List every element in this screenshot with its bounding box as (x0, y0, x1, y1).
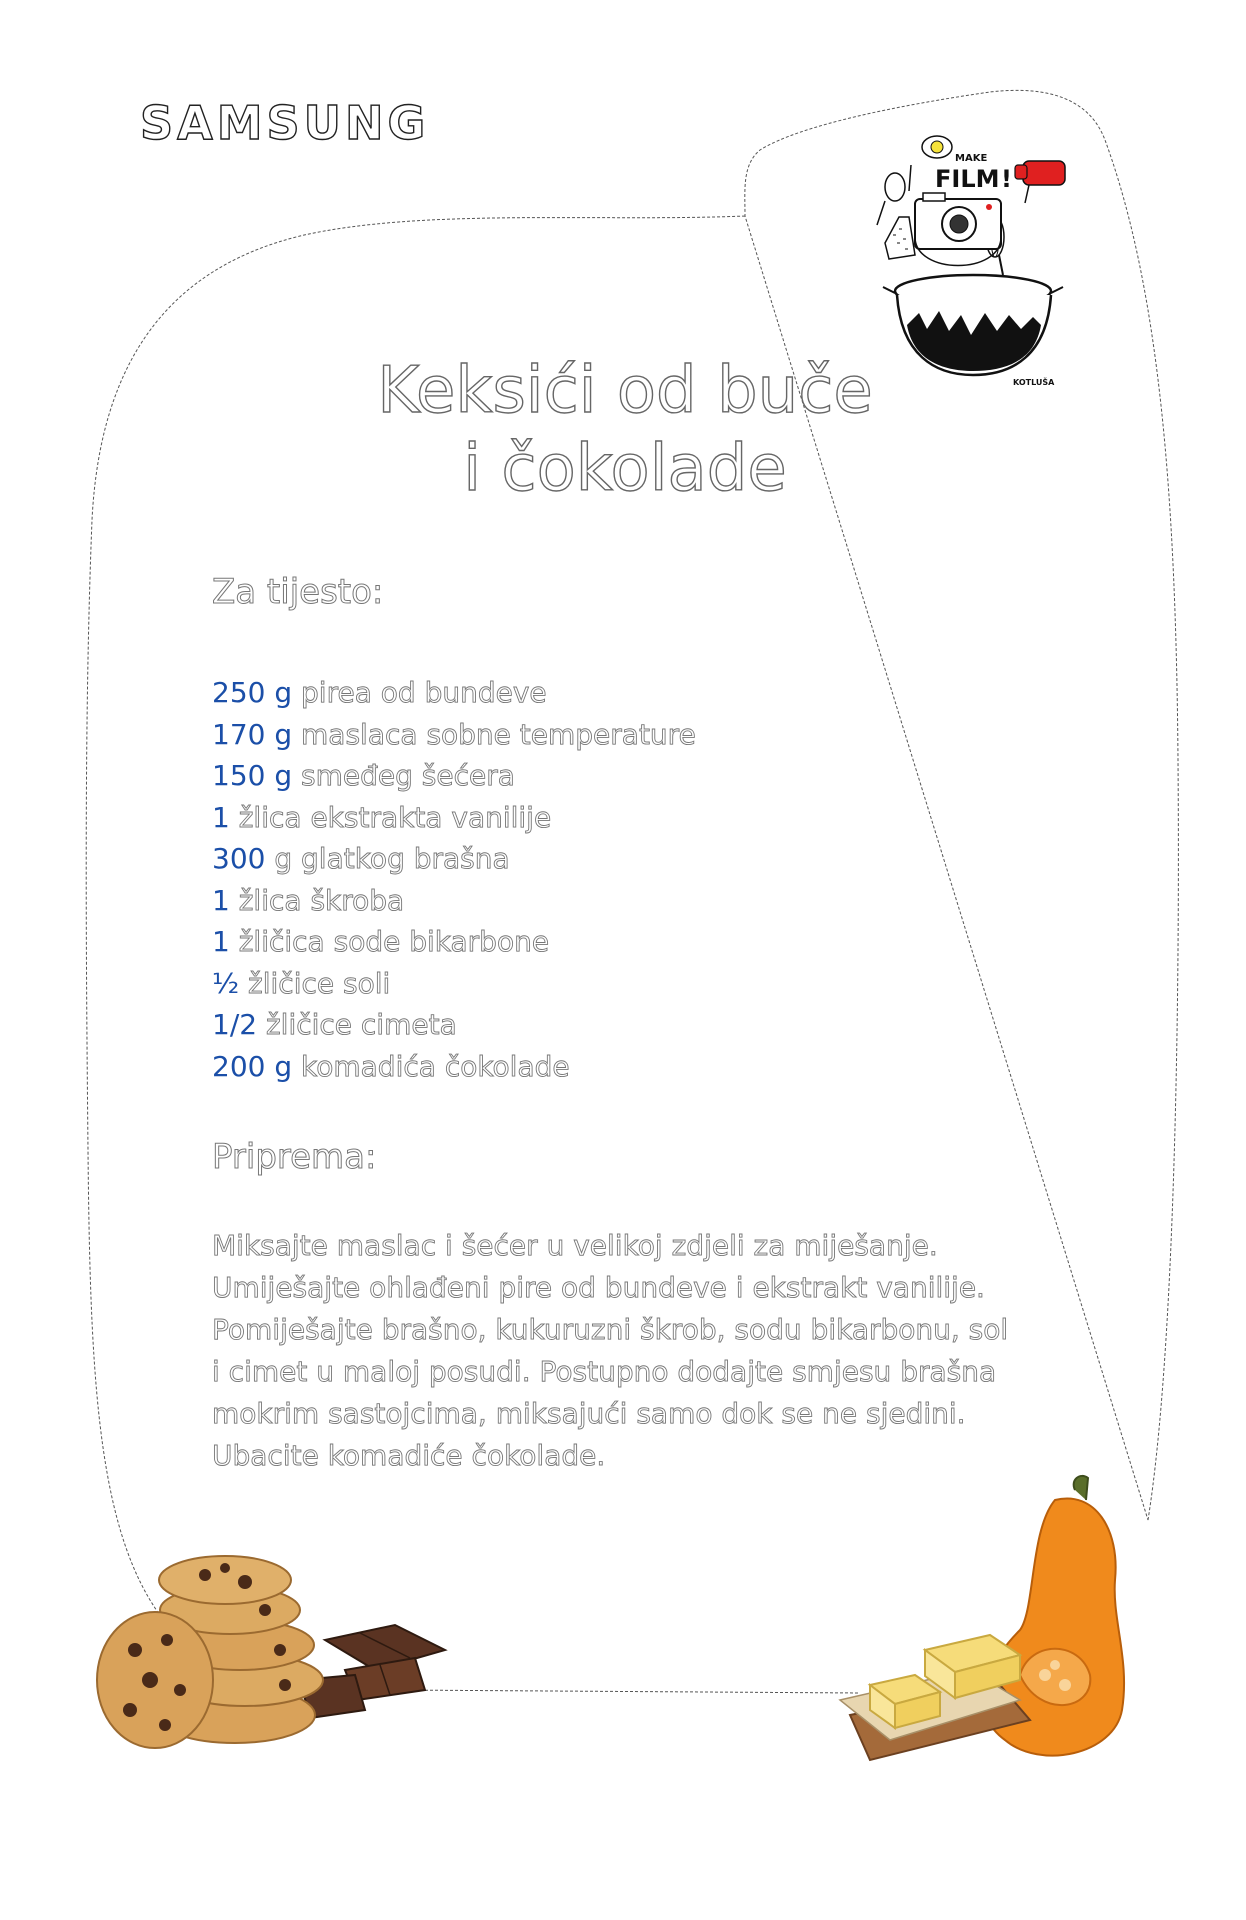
preparation-line: i cimet u maloj posudi. Postupno dodajte smjesu brašna (212, 1355, 997, 1388)
preparation-line: Ubacite komadiće čokolade. (212, 1439, 606, 1472)
ingredient-item (212, 1004, 696, 1046)
preparation-line: Miksajte maslac i šećer u velikoj zdjeli za miješanje. (212, 1229, 938, 1262)
ingredient-name: žlica škroba (229, 883, 405, 917)
grater-icon (885, 217, 915, 259)
ingredient-item (212, 672, 696, 714)
logo-film-text: FILM (935, 165, 1000, 193)
ingredient-name: smeđeg šećera (292, 759, 515, 792)
samsung-wordmark: SAMSUNG (140, 96, 430, 150)
chocolate-bar-icon (300, 1625, 445, 1718)
ingredient-name: žlica ekstrakta vanilije (229, 800, 552, 834)
ingredient-name: komadića čokolade (292, 1049, 570, 1083)
ingredient-quantity: 200 g (212, 1049, 293, 1083)
spoon-icon (877, 165, 911, 225)
ingredients-list (212, 672, 696, 1087)
recipe-title-line-1: Keksići od buče (377, 354, 873, 428)
pumpkin-and-butter-illustration-icon (830, 1470, 1150, 1770)
ingredient-name: žličice cimeta (257, 1008, 457, 1041)
ingredient-item (212, 921, 696, 963)
preparation-line: mokrim sastojcima, miksajući samo dok se ne sjedini. (212, 1397, 966, 1430)
camera-icon (915, 193, 1001, 266)
logo-kotlusa-text: KOTLUŠA (1013, 378, 1055, 387)
ingredient-name: žličice soli (239, 966, 391, 1000)
ingredients-heading: Za tijesto: (212, 572, 384, 612)
cookies-and-chocolate-illustration-icon (95, 1540, 465, 1770)
ingredient-item (212, 963, 696, 1005)
ingredient-item (212, 880, 696, 922)
ingredient-quantity: 170 g (212, 717, 293, 751)
ingredient-quantity: 1 (212, 883, 230, 917)
ingredient-quantity: ½ (212, 966, 240, 1000)
ingredient-item (212, 838, 696, 880)
ingredient-quantity: 250 g (212, 676, 293, 709)
ingredient-quantity: 150 g (212, 759, 293, 792)
ingredient-quantity: 1 (212, 925, 230, 958)
ingredient-item (212, 1046, 696, 1088)
ingredient-name: žličica sode bikarbone (229, 925, 550, 958)
preparation-heading: Priprema: (212, 1137, 377, 1177)
ingredient-name: g glatkog brašna (265, 842, 510, 875)
ingredient-name: pirea od bundeve (292, 676, 547, 709)
preparation-line: Umiješajte ohlađeni pire od bundeve i ekstrakt vanilije. (212, 1271, 985, 1304)
ingredient-quantity: 1 (212, 800, 230, 834)
mixer-icon (1015, 161, 1065, 203)
preparation-line: Pomiješajte brašno, kukuruzni škrob, sodu bikarbonu, sol (212, 1313, 1009, 1346)
recipe-title-line-2: i čokolade (463, 432, 787, 506)
ingredient-item (212, 755, 696, 797)
ingredient-item (212, 797, 696, 839)
ingredient-item (212, 714, 696, 756)
recipe-title (200, 352, 1050, 508)
ingredient-quantity: 1/2 (212, 1008, 258, 1041)
cookie-icon (97, 1612, 213, 1748)
logo-make-text: MAKE (955, 153, 988, 164)
ingredient-quantity: 300 (212, 842, 266, 875)
ingredient-name: maslaca sobne temperature (292, 717, 696, 751)
preparation-text (212, 1225, 1112, 1477)
svg-text:!: ! (1001, 165, 1012, 193)
